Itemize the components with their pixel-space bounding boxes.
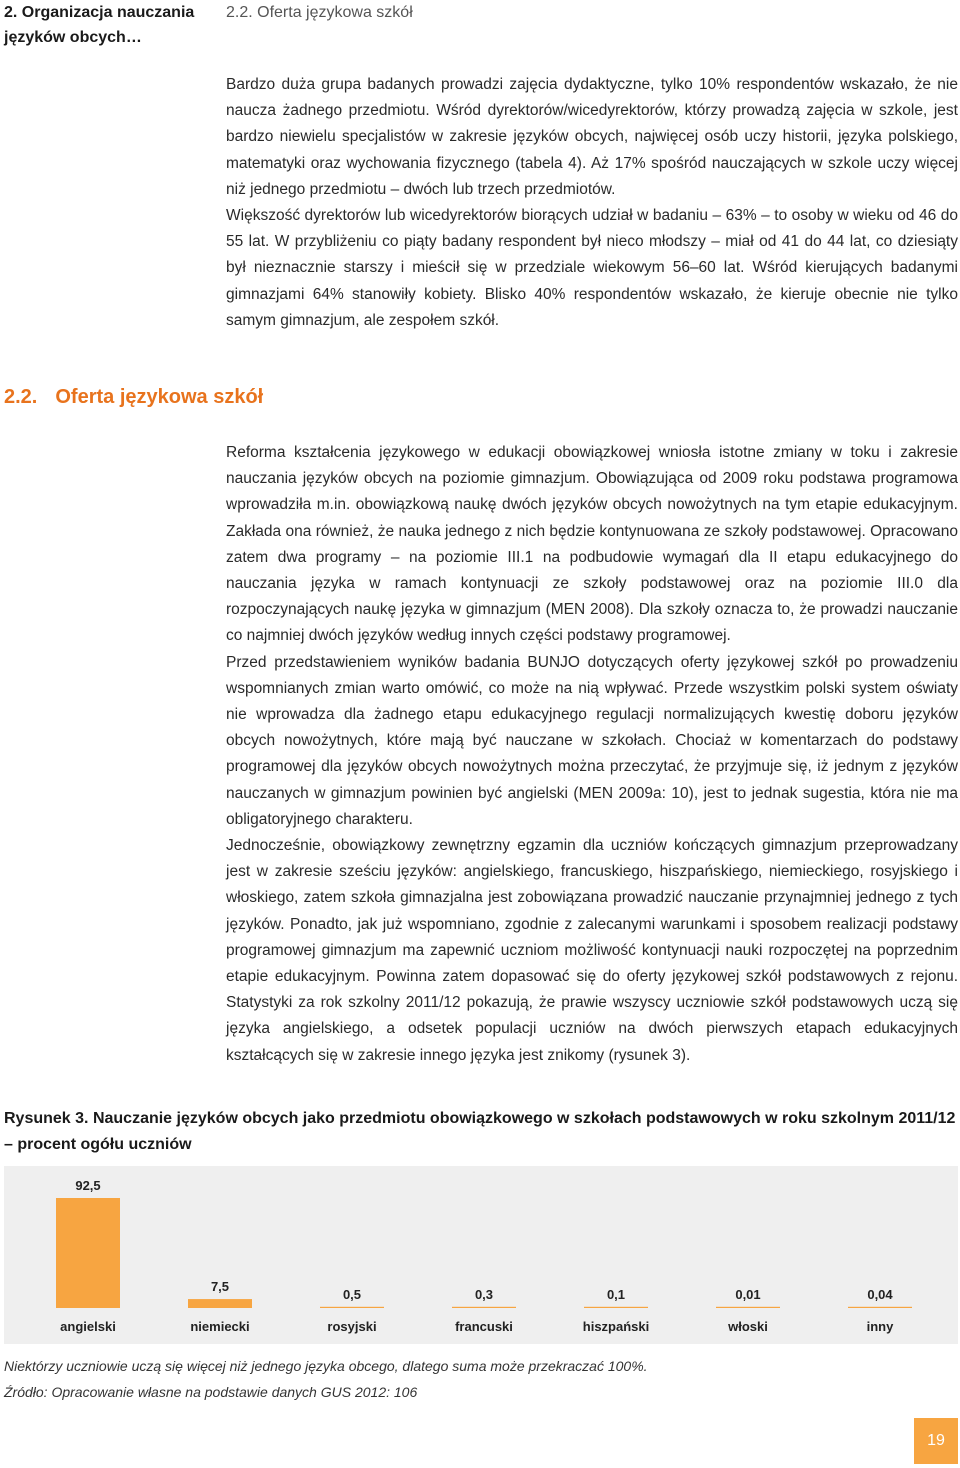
body-paragraph-1: Reforma kształcenia językowego w edukacji obowiązkowej wniosła istotne zmiany w toku i zakresie nauczania języków obcych na poziomie gimnazjum. Obowiązująca od 2009 roku podstawa programowa wprowadziła m.in. obowiązkową naukę dwóch języków obcych nowożytnych na tym etapie edukacyjnym. Zakłada ona również, że nauka jednego z nich będzie kontynuowana ze szkoły podstawowej. Opracowano zatem dwa programy – na poziomie III.1 na podbudowie wymagań dla II etapu edukacyjnego do nauczania języka w ramach kontynuacji ze szkoły podstawowej oraz na poziomie III.0 dla rozpoczynających naukę języka w gimnazjum (MEN 2008). Dla szkoły oznacza to, że prowadzi nauczanie co najmniej dwóch języków według innych części podstawy programowej. — [226, 444, 958, 645]
bar-włoski — [716, 1307, 780, 1308]
body-paragraph-2: Przed przedstawieniem wyników badania BUNJO dotyczących oferty językowej szkół po prowadzeniu wspomnianych zmian warto omówić, co może na nią wpływać. Przede wszystkim polski system oświaty nie wprowadza dla żadnego etapu edukacyjnego regulacji normalizujących kwestię doboru języków obcych nowożytnych, które mają być nauczane w szkołach. Chociaż w komentarzach do podstawy programowej dla języków obcych nowożytnych można przeczytać, że przyjmuje się, iż jednym z języków nauczanych w gimnazjum powinien być angielski (MEN 2009a: 10), jest to jednak sugestia, która nie ma obligatoryjnego charakteru. — [226, 653, 958, 828]
running-header-chapter: 2. Organizacja nauczania języków obcych… — [4, 4, 195, 46]
figure-note: Niektórzy uczniowie uczą się więcej niż jednego języka obcego, dlatego suma może przekraczać 100%. — [4, 1358, 648, 1374]
intro-text — [226, 72, 958, 334]
category-label-francuski: francuski — [455, 1319, 513, 1334]
category-label-hiszpański: hiszpański — [582, 1319, 650, 1334]
value-label-angielski: 92,5 — [75, 1178, 101, 1193]
figure-caption — [4, 1106, 958, 1158]
section-number: 2.2. — [4, 386, 38, 408]
page-number: 19 — [914, 1418, 958, 1464]
bar-hiszpański — [584, 1307, 648, 1308]
running-header-section: 2.2. Oferta językowa szkół — [226, 4, 413, 21]
category-label-włoski: włoski — [728, 1319, 768, 1334]
value-label-rosyjski: 0,5 — [342, 1286, 362, 1302]
category-label-rosyjski: rosyjski — [327, 1319, 377, 1334]
figure-caption-text: Nauczanie języków obcych jako przedmiotu obowiązkowego w szkołach podstawowych w roku szkolnym 2011/12 – procent ogółu uczniów — [4, 1110, 956, 1153]
value-label-francuski: 0,3 — [474, 1286, 494, 1302]
category-label-niemiecki: niemiecki — [190, 1319, 250, 1334]
figure-source: Źródło: Opracowanie własne na podstawie danych GUS 2012: 106 — [4, 1384, 418, 1400]
bar-chart — [4, 1166, 958, 1344]
value-label-niemiecki: 7,5 — [210, 1279, 230, 1295]
category-label-inny: inny — [866, 1319, 894, 1334]
body-paragraph-3: Jednocześnie, obowiązkowy zewnętrzny egzamin dla uczniów kończących gimnazjum przeprowadzany jest w zakresie sześciu języków: angielskiego, francuskiego, hiszpańskiego, niemieckiego, rosyjskiego i włoskiego, zatem szkoła gimnazjalna jest zobowiązana prowadzić nauczanie przynajmniej jednego z tych języków. Ponadto, jak już wspomniano, zgodnie z zalecanymi warunkami i sposobem realizacji podstawy programowej gimnazjum ma zapewnić uczniom możliwość kontynuacji nauki rozpoczętej na poprzednim etapie edukacyjnym. Powinna zatem dopasować się do oferty językowej szkół podstawowych z rejonu. Statystyki za rok szkolny 2011/12 pokazują, że prawie wszyscy uczniowie szkół podstawowych uczą się języka angielskiego, a odsetek populacji uczniów na dwóch pierwszych etapach edukacyjnych kształcących się w zakresie innego języka jest znikomy (rysunek 3). — [226, 837, 958, 1064]
body-text — [226, 440, 958, 1069]
chart-panel — [4, 1166, 958, 1344]
value-label-włoski: 0,01 — [735, 1286, 761, 1302]
value-label-hiszpański: 0,1 — [606, 1286, 626, 1302]
value-label-inny: 0,04 — [867, 1286, 893, 1302]
bar-angielski — [56, 1198, 120, 1308]
bar-niemiecki — [188, 1299, 252, 1308]
figure-label: Rysunek 3. — [4, 1110, 89, 1127]
intro-paragraph-1: Bardzo duża grupa badanych prowadzi zajęcia dydaktyczne, tylko 10% respondentów wskazało, że nie naucza żadnego przedmiotu. Wśród dyrektorów/wicedyrektorów, którzy prowadzą zajęcia w szkole, jest bardzo niewielu specjalistów w zakresie języków obcych, najwięcej osób uczy historii, języka polskiego, matematyki oraz wychowania fizycznego (tabela 4). Aż 17% spośród nauczających w szkole uczy więcej niż jednego przedmiotu – dwóch lub trzech przedmiotów. — [226, 76, 958, 198]
bar-inny — [848, 1307, 912, 1308]
bar-francuski — [452, 1307, 516, 1308]
category-label-angielski: angielski — [60, 1319, 116, 1334]
bar-rosyjski — [320, 1307, 384, 1308]
section-title: Oferta językowa szkół — [55, 386, 264, 408]
intro-paragraph-2: Większość dyrektorów lub wicedyrektorów biorących udział w badaniu – 63% – to osoby w wieku od 46 do 55 lat. W przybliżeniu co piąty badany respondent był nieco młodszy – miał od 41 do 44 lat, co dziesiąty był nieznacznie starszy i mieścił się w przedziale wiekowym 56–60 lat. Wśród kierujących badanymi gimnazjami 64% stanowiły kobiety. Blisko 40% respondentów wskazało, że kieruje obecnie nie tylko samym gimnazjum, ale zespołem szkół. — [226, 207, 958, 329]
section-heading — [4, 386, 263, 409]
